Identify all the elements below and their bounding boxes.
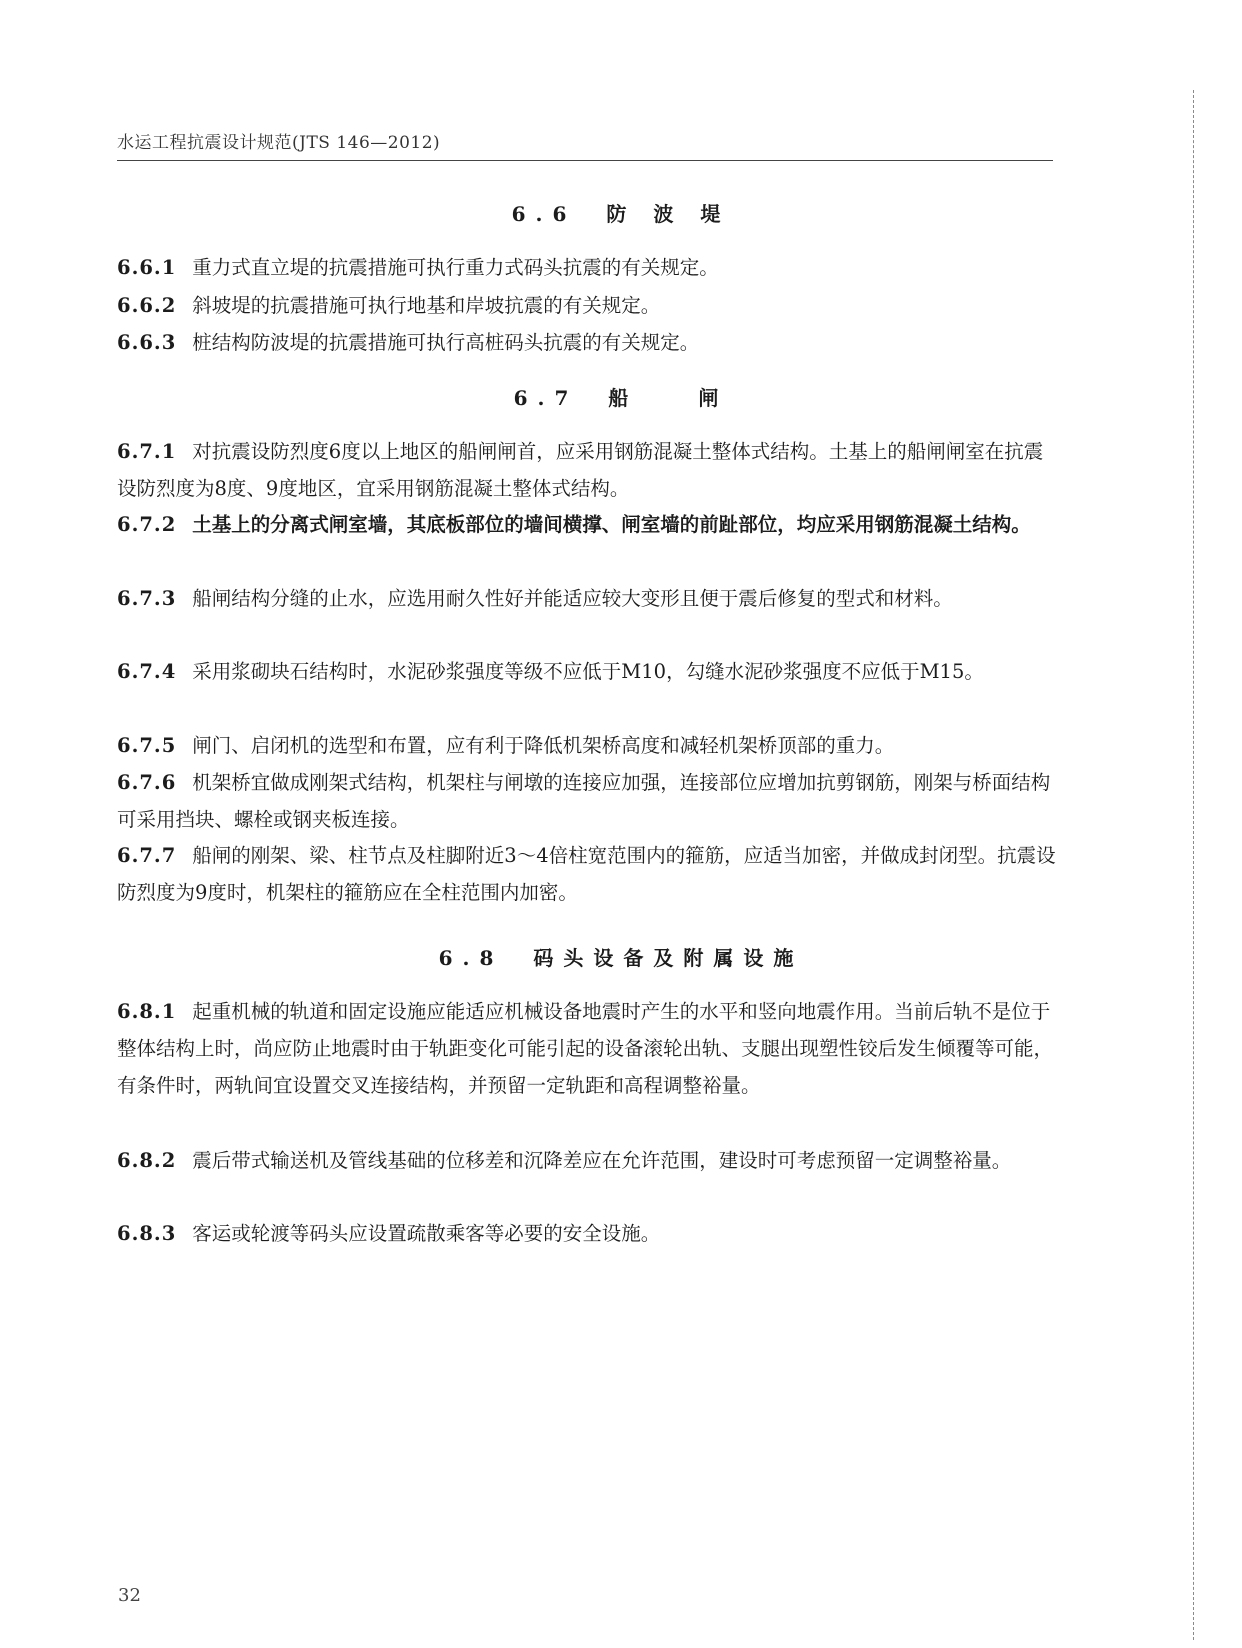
clause-number: 6.7.1 (117, 440, 177, 463)
clause-6-7-4 (117, 653, 1057, 690)
clause-text: 船闸结构分缝的止水，应选用耐久性好并能适应较大变形且便于震后修复的型式和材料。 (192, 587, 953, 610)
clause-6-8-1 (117, 993, 1057, 1104)
clause-text: 对抗震设防烈度6度以上地区的船闸闸首，应采用钢筋混凝土整体式结构。土基上的船闸闸室在抗震设防烈度为8度、9度地区，宜采用钢筋混凝土整体式结构。 (117, 440, 1044, 500)
clause-number: 6.6.1 (117, 256, 177, 279)
clause-number: 6.7.4 (117, 660, 177, 683)
clause-6-7-5 (117, 727, 1057, 764)
section-title-6-7: 6.7 船 闸 (513, 386, 729, 410)
section-title-6-6: 6.6 防 波 堤 (511, 202, 731, 226)
clause-6-8-3 (117, 1215, 1057, 1252)
clause-6-8-2 (117, 1142, 1057, 1179)
clause-text: 采用浆砌块石结构时，水泥砂浆强度等级不应低于M10，勾缝水泥砂浆强度不应低于M15。 (192, 660, 984, 683)
clause-number: 6.8.1 (117, 1000, 177, 1023)
clause-number: 6.7.7 (117, 844, 177, 867)
clause-6-6-1 (117, 249, 1057, 286)
clause-text: 客运或轮渡等码头应设置疏散乘客等必要的安全设施。 (192, 1222, 661, 1245)
section-title-6-8: 6.8 码头设备及附属设施 (438, 946, 804, 970)
clause-text: 闸门、启闭机的选型和布置，应有利于降低机架桥高度和减轻机架桥顶部的重力。 (192, 734, 895, 757)
clause-6-6-3 (117, 324, 1057, 361)
clause-6-7-6 (117, 764, 1057, 838)
scan-edge-line (1193, 90, 1194, 1640)
page-number: 32 (118, 1585, 141, 1606)
clause-text: 桩结构防波堤的抗震措施可执行高桩码头抗震的有关规定。 (192, 331, 700, 354)
clause-number: 6.7.5 (117, 734, 177, 757)
clause-6-7-1 (117, 433, 1057, 507)
clause-text: 斜坡堤的抗震措施可执行地基和岸坡抗震的有关规定。 (192, 294, 661, 317)
clause-text: 重力式直立堤的抗震措施可执行重力式码头抗震的有关规定。 (192, 256, 719, 279)
clause-number: 6.8.2 (117, 1149, 177, 1172)
clause-6-6-2 (117, 287, 1057, 324)
running-header: 水运工程抗震设计规范(JTS 146—2012) (117, 133, 441, 153)
clause-number: 6.7.2 (117, 513, 177, 536)
clause-6-7-7 (117, 837, 1057, 911)
clause-number: 6.6.2 (117, 294, 177, 317)
clause-text: 土基上的分离式闸室墙，其底板部位的墙间横撑、闸室墙的前趾部位，均应采用钢筋混凝土结构。 (192, 513, 1031, 536)
clause-6-7-2 (117, 506, 1057, 543)
clause-text: 船闸的刚架、梁、柱节点及柱脚附近3～4倍柱宽范围内的箍筋，应适当加密，并做成封闭型。抗震设防烈度为9度时，机架柱的箍筋应在全柱范围内加密。 (117, 844, 1056, 904)
clause-6-7-3 (117, 580, 1057, 617)
header-rule (117, 160, 1053, 161)
clause-text: 起重机械的轨道和固定设施应能适应机械设备地震时产生的水平和竖向地震作用。当前后轨不是位于整体结构上时，尚应防止地震时由于轨距变化可能引起的设备滚轮出轨、支腿出现塑性铰后发生倾覆等可能，有条件时，两轨间宜设置交叉连接结构，并预留一定轨距和高程调整裕量。 (117, 1000, 1054, 1097)
clause-number: 6.8.3 (117, 1222, 177, 1245)
clause-number: 6.7.6 (117, 771, 177, 794)
clause-number: 6.7.3 (117, 587, 177, 610)
clause-number: 6.6.3 (117, 331, 177, 354)
clause-text: 机架桥宜做成刚架式结构，机架柱与闸墩的连接应加强，连接部位应增加抗剪钢筋，刚架与桥面结构可采用挡块、螺栓或钢夹板连接。 (117, 771, 1051, 831)
clause-text: 震后带式输送机及管线基础的位移差和沉降差应在允许范围，建设时可考虑预留一定调整裕量。 (192, 1149, 1012, 1172)
